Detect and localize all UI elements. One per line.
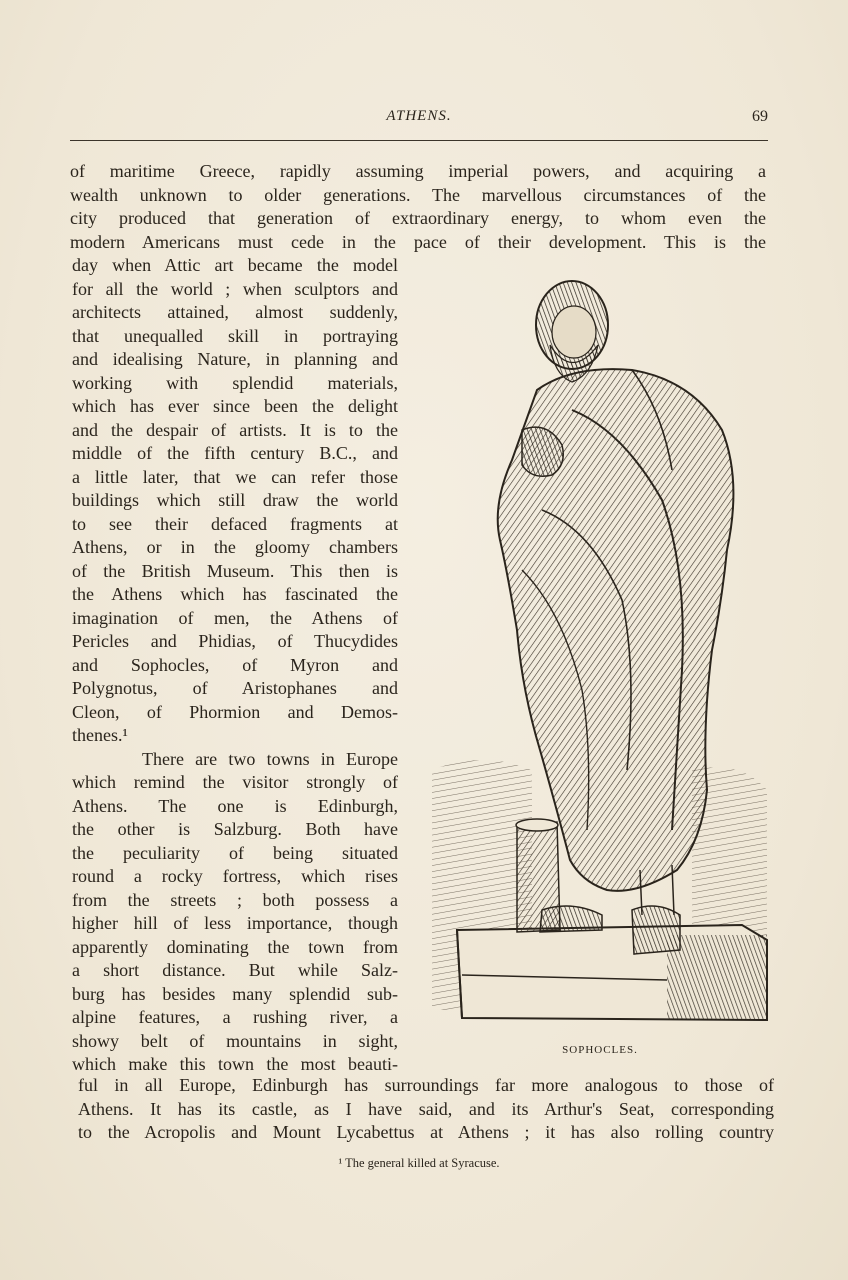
text-line: which has ever since been the delight [72, 396, 398, 416]
text-line: to the Acropolis and Mount Lycabettus at Athens ; it has also rolling country [78, 1122, 774, 1142]
text-line: Athens. It has its castle, as I have said, and its Arthur's Seat, corresponding [78, 1098, 774, 1119]
text-line: wealth unknown to older generations. The marvellous circumstances of the [70, 184, 766, 205]
text-line: for all the world ; when sculptors and [72, 278, 398, 299]
text-line: ful in all Europe, Edinburgh has surroundings far more analogous to those of [78, 1075, 774, 1095]
running-head: ATHENS. [386, 108, 452, 124]
paragraph-top [70, 160, 766, 254]
text-line: architects attained, almost suddenly, [72, 302, 398, 322]
text-line: showy belt of mountains in sight, [72, 1030, 398, 1051]
text-line: imagination of men, the Athens of [72, 607, 398, 628]
text-line: and Sophocles, of Myron and [72, 654, 398, 675]
text-column [72, 254, 398, 1077]
text-line: the peculiarity of being situated [72, 842, 398, 863]
text-line: a little later, that we can refer those [72, 466, 398, 487]
text-line: which make this town the most beauti- [72, 1054, 398, 1074]
text-line: Cleon, of Phormion and Demos- [72, 701, 398, 722]
text-line: of maritime Greece, rapidly assuming imperial powers, and acquiring a [70, 161, 766, 181]
figure-caption: SOPHOCLES. [562, 1044, 638, 1056]
sophocles-figure [422, 270, 772, 1030]
paragraph-bottom [78, 1074, 774, 1145]
text-line: and the despair of artists. It is to the [72, 419, 398, 440]
text-line: round a rocky fortress, which rises [72, 866, 398, 886]
text-line: from the streets ; both possess a [72, 889, 398, 910]
text-line: Polygnotus, of Aristophanes and [72, 678, 398, 698]
text-line: Pericles and Phidias, of Thucydides [72, 631, 398, 651]
text-line: the Athens which has fascinated the [72, 584, 398, 604]
text-line: working with splendid materials, [72, 372, 398, 393]
page-header [70, 108, 768, 132]
page-number: 69 [752, 108, 768, 125]
text-line: alpine features, a rushing river, a [72, 1007, 398, 1027]
text-line: modern Americans must cede in the pace of their development. This is the [70, 231, 766, 252]
text-line: thenes.¹ [72, 725, 128, 745]
text-line: Athens, or in the gloomy chambers [72, 537, 398, 557]
text-line: buildings which still draw the world [72, 490, 398, 510]
statue-engraving-icon [422, 270, 772, 1030]
text-line: and idealising Nature, in planning and [72, 349, 398, 369]
text-line: apparently dominating the town from [72, 936, 398, 957]
text-line: burg has besides many splendid sub- [72, 983, 398, 1004]
text-line: There are two towns in Europe [142, 748, 398, 769]
text-line: a short distance. But while Salz- [72, 960, 398, 980]
text-line: middle of the fifth century B.C., and [72, 443, 398, 463]
header-rule [70, 140, 768, 141]
text-line: which remind the visitor strongly of [72, 772, 398, 792]
footnote: ¹ The general killed at Syracuse. [338, 1156, 500, 1170]
text-line: Athens. The one is Edinburgh, [72, 795, 398, 816]
text-line: day when Attic art became the model [72, 255, 398, 275]
text-line: of the British Museum. This then is [72, 560, 398, 581]
text-line: higher hill of less importance, though [72, 913, 398, 933]
text-line: the other is Salzburg. Both have [72, 819, 398, 839]
text-line: city produced that generation of extraordinary energy, to whom even the [70, 208, 766, 228]
text-line: that unequalled skill in portraying [72, 325, 398, 346]
text-line: to see their defaced fragments at [72, 513, 398, 534]
